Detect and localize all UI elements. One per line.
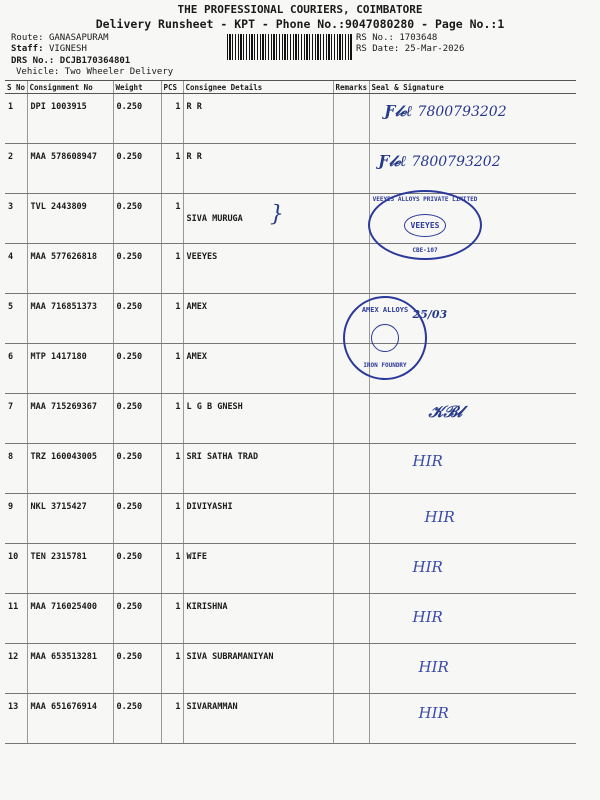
col-consignment: Consignment No (27, 81, 113, 94)
signature-text: 7800793202 (417, 104, 507, 120)
vehicle-value: Two Wheeler Delivery (64, 67, 174, 77)
row-weight: 0.250 (113, 694, 161, 744)
row-consignment: TVL 2443809 (27, 194, 113, 244)
row-remarks (333, 494, 369, 544)
staff-value: VIGNESH (48, 44, 87, 54)
table-row (5, 344, 576, 394)
row-weight: 0.250 (113, 144, 161, 194)
scribble-mark: } (269, 202, 284, 227)
row-consignment: DPI 1003915 (27, 94, 113, 144)
row-consignee: DIVIYASHI (183, 494, 333, 544)
row-remarks (333, 694, 369, 744)
table-row (5, 94, 576, 144)
row-consignment: NKL 3715427 (27, 494, 113, 544)
row-consignment: MAA 716025400 (27, 594, 113, 644)
signature-text: HIR (412, 608, 443, 626)
row-signature (369, 644, 576, 694)
signature-text: HIR (418, 704, 449, 722)
row-remarks (333, 94, 369, 144)
row-weight: 0.250 (113, 644, 161, 694)
row-pcs: 1 (161, 494, 183, 544)
signature-scribble: 𝒦ℬ𝓁 (428, 402, 463, 421)
runsheet-table (5, 80, 576, 744)
col-weight: Weight (113, 81, 161, 94)
row-sno: 10 (5, 544, 27, 594)
row-sno: 6 (5, 344, 27, 394)
row-weight: 0.250 (113, 194, 161, 244)
route-line (11, 33, 109, 44)
row-pcs: 1 (161, 644, 183, 694)
row-remarks (333, 594, 369, 644)
row-signature (369, 144, 576, 194)
row-pcs: 1 (161, 144, 183, 194)
veeyes-seal (368, 190, 482, 260)
signature-text: HIR (424, 508, 455, 526)
table-row (5, 644, 576, 694)
row-weight: 0.250 (113, 444, 161, 494)
rs-no-value: 1703648 (399, 33, 438, 43)
signature-text: HIR (412, 558, 443, 576)
staff-line (11, 44, 87, 55)
row-weight: 0.250 (113, 294, 161, 344)
rs-no-line (356, 33, 437, 44)
row-consignment: MAA 653513281 (27, 644, 113, 694)
row-consignment: TRZ 160043005 (27, 444, 113, 494)
row-sno: 2 (5, 144, 27, 194)
document-title: THE PROFESSIONAL COURIERS, COIMBATORE (177, 3, 423, 16)
row-sno: 4 (5, 244, 27, 294)
signature-scribble: Ƒ𝓁ℯℓ (378, 152, 407, 170)
row-consignee: AMEX (183, 344, 333, 394)
row-pcs: 1 (161, 444, 183, 494)
row-pcs: 1 (161, 294, 183, 344)
table-row (5, 694, 576, 744)
row-pcs: 1 (161, 594, 183, 644)
row-remarks (333, 244, 369, 294)
row-consignee: AMEX (183, 294, 333, 344)
table-row (5, 544, 576, 594)
row-signature (369, 544, 576, 594)
row-consignee: SRI SATHA TRAD (183, 444, 333, 494)
row-remarks (333, 394, 369, 444)
row-sno: 8 (5, 444, 27, 494)
amex-seal-name: AMEX ALLOYS (361, 306, 409, 314)
row-remarks (333, 194, 369, 244)
row-consignment: MAA 577626818 (27, 244, 113, 294)
row-weight: 0.250 (113, 394, 161, 444)
rs-date-label: RS Date: (356, 44, 400, 54)
row-remarks (333, 544, 369, 594)
rs-date-value: 25-Mar-2026 (404, 44, 465, 54)
row-consignment: MAA 716851373 (27, 294, 113, 344)
row-pcs: 1 (161, 544, 183, 594)
row-signature (369, 94, 576, 144)
row-remarks (333, 644, 369, 694)
route-label: Route: (11, 33, 44, 43)
row-consignee: SIVA SUBRAMANIYAN (183, 644, 333, 694)
row-consignee: SIVARAMMAN (183, 694, 333, 744)
row-consignee: SIVA MURUGA } (183, 194, 333, 244)
signature-text: 25/03 (412, 308, 448, 321)
table-row (5, 244, 576, 294)
row-consignee: R R (183, 94, 333, 144)
row-pcs: 1 (161, 244, 183, 294)
row-signature (369, 394, 576, 444)
col-remarks: Remarks (333, 81, 369, 94)
amex-seal (343, 296, 427, 380)
col-consignee: Consignee Details (183, 81, 333, 94)
row-sno: 7 (5, 394, 27, 444)
row-sno: 1 (5, 94, 27, 144)
row-signature (369, 594, 576, 644)
rs-date-line (356, 44, 464, 55)
signature-text: HIR (412, 452, 443, 470)
drs-line (11, 56, 130, 67)
staff-label: Staff: (11, 44, 44, 54)
row-weight: 0.250 (113, 344, 161, 394)
col-signature: Seal & Signature (369, 81, 576, 94)
row-signature (369, 444, 576, 494)
signature-text: HIR (418, 658, 449, 676)
row-consignee: WIFE (183, 544, 333, 594)
row-signature (369, 694, 576, 744)
row-weight: 0.250 (113, 594, 161, 644)
row-remarks (333, 444, 369, 494)
row-consignee: VEEYES (183, 244, 333, 294)
vehicle-line (16, 67, 173, 78)
row-consignment: TEN 2315781 (27, 544, 113, 594)
drs-label: DRS No.: (11, 56, 55, 66)
row-consignment: MTP 1417180 (27, 344, 113, 394)
row-consignment: MAA 651676914 (27, 694, 113, 744)
veeyes-seal-ring: VEEYES ALLOYS PRIVATE LIMITED (372, 196, 478, 203)
row-consignment: MAA 578608947 (27, 144, 113, 194)
row-signature (369, 494, 576, 544)
col-sno: S No (7, 82, 26, 92)
col-pcs: PCS (161, 81, 183, 94)
table-header-row (5, 81, 576, 94)
row-consignment: MAA 715269367 (27, 394, 113, 444)
table-row (5, 444, 576, 494)
row-pcs: 1 (161, 694, 183, 744)
row-consignee: KIRISHNA (183, 594, 333, 644)
row-consignee: R R (183, 144, 333, 194)
row-sno: 9 (5, 494, 27, 544)
row-pcs: 1 (161, 344, 183, 394)
row-sno: 5 (5, 294, 27, 344)
signature-scribble: Ƒ𝓁ℯℓ (384, 102, 413, 120)
row-weight: 0.250 (113, 494, 161, 544)
amex-seal-inner (371, 324, 399, 352)
table-row (5, 494, 576, 544)
row-sno: 3 (5, 194, 27, 244)
table-row (5, 594, 576, 644)
rs-no-label: RS No.: (356, 33, 394, 43)
row-weight: 0.250 (113, 544, 161, 594)
veeyes-seal-code: CBE-107 (412, 247, 438, 254)
table-row (5, 194, 576, 244)
amex-seal-ring: IRON FOUNDRY (363, 362, 407, 369)
row-weight: 0.250 (113, 94, 161, 144)
table-row (5, 294, 576, 344)
document-subtitle: Delivery Runsheet - KPT - Phone No.:9047080280 - Page No.:1 (95, 17, 505, 31)
row-pcs: 1 (161, 394, 183, 444)
vehicle-label: Vehicle: (16, 67, 60, 77)
row-sno: 12 (5, 644, 27, 694)
drs-value: DCJB170364801 (59, 56, 131, 66)
row-pcs: 1 (161, 194, 183, 244)
row-consignee: L G B GNESH (183, 394, 333, 444)
route-value: GANASAPURAM (48, 33, 109, 43)
veeyes-seal-name: VEEYES (404, 214, 447, 237)
row-pcs: 1 (161, 94, 183, 144)
table-row (5, 144, 576, 194)
row-remarks (333, 144, 369, 194)
signature-text: 7800793202 (411, 154, 501, 170)
barcode (227, 34, 353, 60)
row-sno: 11 (5, 594, 27, 644)
row-weight: 0.250 (113, 244, 161, 294)
row-sno: 13 (5, 694, 27, 744)
table-row (5, 394, 576, 444)
